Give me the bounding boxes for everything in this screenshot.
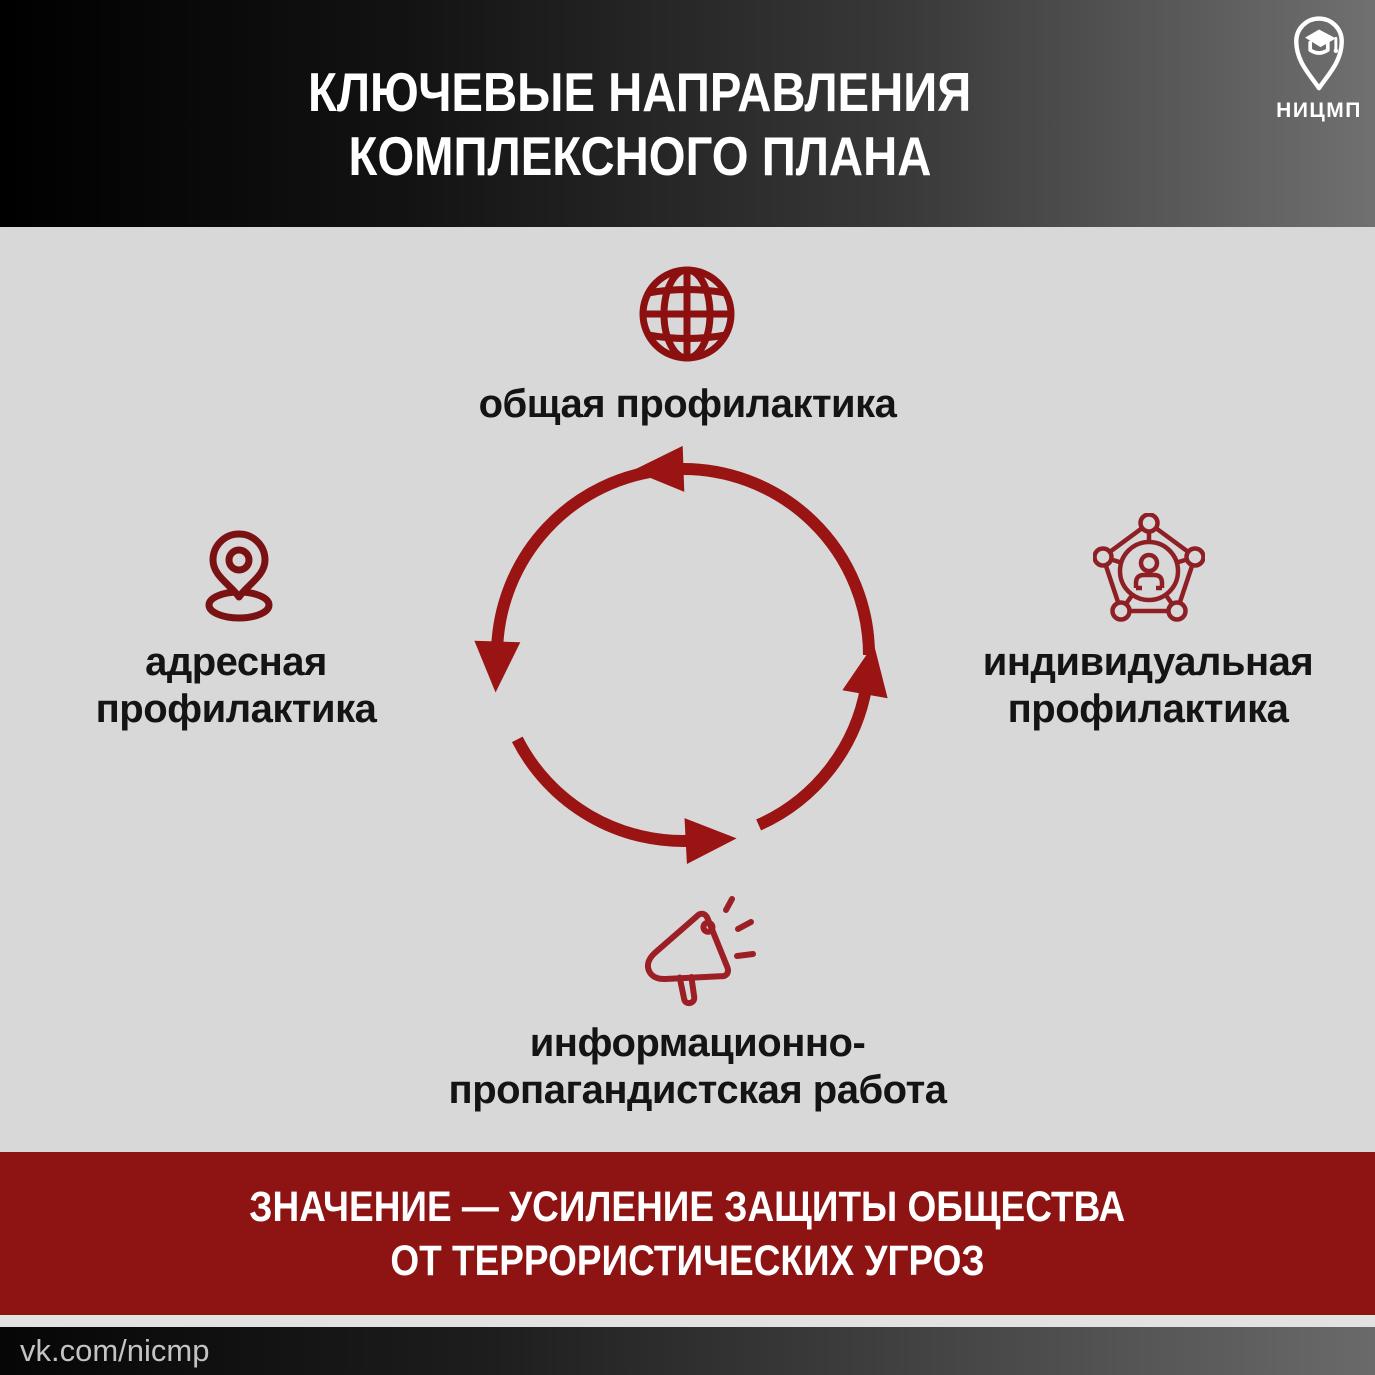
globe-icon xyxy=(635,262,739,371)
logo-caption: НИЦМП xyxy=(1276,99,1362,122)
label-information-work xyxy=(0,1020,1375,1114)
page-title xyxy=(0,60,1280,188)
location-pin-icon xyxy=(191,530,287,631)
page-title-line2: КОМПЛЕКСНОГО ПЛАНА xyxy=(348,125,932,187)
label-targeted-line1: адресная xyxy=(145,640,327,684)
significance-banner xyxy=(0,1152,1375,1315)
label-information-line1: информационно- xyxy=(529,1021,866,1065)
graduation-pin-icon xyxy=(1286,10,1352,96)
circular-arrows-icon xyxy=(473,443,893,868)
label-targeted-line2: профилактика xyxy=(95,687,377,731)
header-bar xyxy=(0,0,1375,227)
nicmp-logo xyxy=(1265,10,1373,123)
person-network-icon xyxy=(1093,513,1205,630)
label-general-prevention: общая профилактика xyxy=(478,382,897,426)
banner-line1: ЗНАЧЕНИЕ — УСИЛЕНИЕ ЗАЩИТЫ ОБЩЕСТВА xyxy=(249,1182,1126,1231)
divider-strip xyxy=(0,1315,1375,1327)
page-title-line1: КЛЮЧЕВЫЕ НАПРАВЛЕНИЯ xyxy=(308,61,972,123)
banner-line2: ОТ ТЕРРОРИСТИЧЕСКИХ УГРОЗ xyxy=(390,1236,985,1285)
label-individual-line2: профилактика xyxy=(1007,687,1289,731)
footer-url: vk.com/nicmp xyxy=(20,1333,210,1368)
label-individual-prevention xyxy=(948,639,1348,733)
label-targeted-prevention xyxy=(36,639,436,733)
megaphone-icon xyxy=(633,893,763,1028)
label-information-line2: пропагандистская работа xyxy=(448,1068,947,1112)
footer-bar xyxy=(0,1327,1375,1375)
label-individual-line1: индивидуальная xyxy=(982,640,1314,684)
